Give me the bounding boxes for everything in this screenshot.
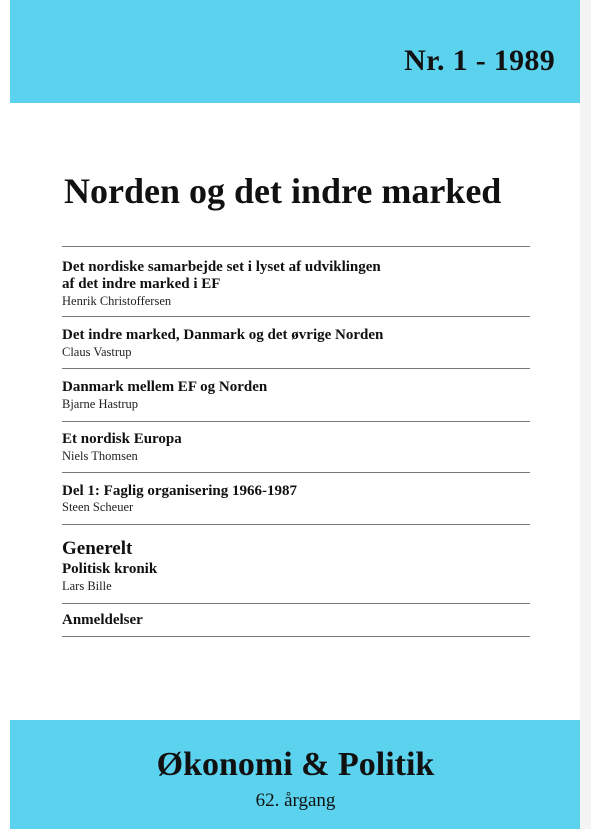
volume-label: 62. årgang [255,790,336,811]
issue-number: Nr. 1 - 1989 [404,44,555,77]
journal-name: Økonomi & Politik [156,746,435,783]
article-title: Del 1: Faglig organisering 1966-1987 [62,483,297,499]
article-title: Det nordiske samarbejde set i lyset af udviklingen [62,259,381,275]
section-heading: Generelt [62,538,133,559]
article-title: Det indre marked, Danmark og det øvrige Norden [62,327,384,343]
article-author: Niels Thomsen [62,449,138,463]
divider [62,636,530,637]
article-author: Steen Scheuer [62,500,134,514]
article-author: Henrik Christoffersen [62,294,172,308]
page-edge [580,0,591,829]
article-title-continued: af det indre marked i EF [62,276,221,292]
divider [62,524,530,525]
divider [62,603,530,604]
article-title: Danmark mellem EF og Norden [62,379,268,395]
article-title: Et nordisk Europa [62,431,182,447]
article-author: Lars Bille [62,579,112,593]
cover-title: Norden og det indre marked [64,171,502,211]
divider [62,421,530,422]
divider [62,316,530,317]
article-title: Anmeldelser [62,612,143,628]
divider [62,368,530,369]
article-author: Claus Vastrup [62,345,132,359]
divider [62,472,530,473]
divider [62,246,530,247]
article-author: Bjarne Hastrup [62,397,139,411]
article-title: Politisk kronik [62,561,158,577]
